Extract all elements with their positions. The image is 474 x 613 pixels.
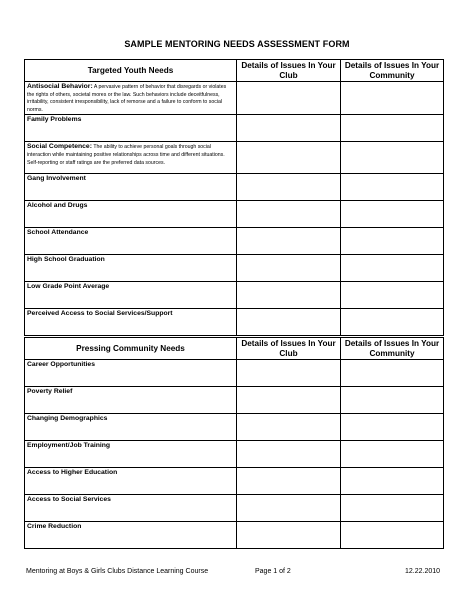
community-details-cell[interactable] — [341, 82, 444, 115]
table-row — [25, 441, 444, 468]
community-details-cell[interactable] — [341, 414, 444, 441]
community-details-cell[interactable] — [341, 309, 444, 336]
footer-page-number: Page 1 of 2 — [255, 568, 291, 575]
table-row — [25, 115, 444, 142]
club-details-cell[interactable] — [237, 360, 341, 387]
table-row — [25, 201, 444, 228]
header-pressing-community-needs: Pressing Community Needs — [25, 338, 237, 360]
form-title: SAMPLE MENTORING NEEDS ASSESSMENT FORM — [124, 39, 350, 49]
club-details-cell[interactable] — [237, 255, 341, 282]
header-club-details: Details of Issues In Your Club — [237, 60, 341, 82]
club-details-cell[interactable] — [237, 441, 341, 468]
header-club-details: Details of Issues In Your Club — [237, 338, 341, 360]
row-label-employment-job-training: Employment/Job Training — [25, 441, 237, 468]
community-details-cell[interactable] — [341, 522, 444, 549]
table-row — [25, 468, 444, 495]
footer-date: 12.22.2010 — [405, 568, 441, 575]
community-needs-header-row — [25, 338, 444, 360]
community-details-cell[interactable] — [341, 115, 444, 142]
club-details-cell[interactable] — [237, 522, 341, 549]
club-details-cell[interactable] — [237, 309, 341, 336]
club-details-cell[interactable] — [237, 82, 341, 115]
youth-needs-header-row — [25, 60, 444, 82]
club-details-cell[interactable] — [237, 115, 341, 142]
row-label-perceived-access: Perceived Access to Social Services/Support — [25, 309, 237, 336]
club-details-cell[interactable] — [237, 174, 341, 201]
community-details-cell[interactable] — [341, 468, 444, 495]
community-details-cell[interactable] — [341, 282, 444, 309]
club-details-cell[interactable] — [237, 228, 341, 255]
header-community-details: Details of Issues In Your Community — [341, 338, 444, 360]
table-row — [25, 309, 444, 336]
row-label-gang-involvement: Gang Involvement — [25, 174, 237, 201]
row-label-school-attendance: School Attendance — [25, 228, 237, 255]
club-details-cell[interactable] — [237, 495, 341, 522]
table-row — [25, 387, 444, 414]
community-needs-table — [24, 337, 444, 549]
row-label-changing-demographics: Changing Demographics — [25, 414, 237, 441]
header-community-details: Details of Issues In Your Community — [341, 60, 444, 82]
row-label-low-grade-point-average: Low Grade Point Average — [25, 282, 237, 309]
community-details-cell[interactable] — [341, 201, 444, 228]
row-label-social-competence: Social Competence: The ability to achieve personal goals through social interaction while maintaining positive relationships across time and different situations. Self-reporting or staff ratings are the preferred data sources. — [25, 142, 237, 174]
community-details-cell[interactable] — [341, 360, 444, 387]
row-label-family-problems: Family Problems — [25, 115, 237, 142]
club-details-cell[interactable] — [237, 142, 341, 174]
table-row — [25, 255, 444, 282]
community-details-cell[interactable] — [341, 495, 444, 522]
club-details-cell[interactable] — [237, 387, 341, 414]
table-row — [25, 174, 444, 201]
row-label-alcohol-and-drugs: Alcohol and Drugs — [25, 201, 237, 228]
table-row — [25, 522, 444, 549]
table-row — [25, 360, 444, 387]
community-details-cell[interactable] — [341, 142, 444, 174]
club-details-cell[interactable] — [237, 414, 341, 441]
table-row — [25, 142, 444, 174]
row-label-career-opportunities: Career Opportunities — [25, 360, 237, 387]
community-details-cell[interactable] — [341, 174, 444, 201]
row-label-access-to-higher-education: Access to Higher Education — [25, 468, 237, 495]
header-targeted-youth-needs: Targeted Youth Needs — [25, 60, 237, 82]
row-label-crime-reduction: Crime Reduction — [25, 522, 237, 549]
community-details-cell[interactable] — [341, 387, 444, 414]
table-row — [25, 282, 444, 309]
table-row — [25, 495, 444, 522]
footer-course-name: Mentoring at Boys & Girls Clubs Distance Learning Course — [26, 568, 209, 575]
table-row — [25, 414, 444, 441]
row-label-access-to-social-services: Access to Social Services — [25, 495, 237, 522]
club-details-cell[interactable] — [237, 468, 341, 495]
community-details-cell[interactable] — [341, 228, 444, 255]
community-details-cell[interactable] — [341, 441, 444, 468]
youth-needs-table — [24, 59, 444, 336]
table-row — [25, 82, 444, 115]
community-details-cell[interactable] — [341, 255, 444, 282]
club-details-cell[interactable] — [237, 282, 341, 309]
table-row — [25, 228, 444, 255]
row-label-antisocial-behavior: Antisocial Behavior: A pervasive pattern of behavior that disregards or violates the rights of others, societal mores or the law. Such behaviors include deceitfulness, irritability, consistent irresponsibility, lack of remorse and a failure to conform to social norms. — [25, 82, 237, 115]
row-label-poverty-relief: Poverty Relief — [25, 387, 237, 414]
club-details-cell[interactable] — [237, 201, 341, 228]
row-label-high-school-graduation: High School Graduation — [25, 255, 237, 282]
